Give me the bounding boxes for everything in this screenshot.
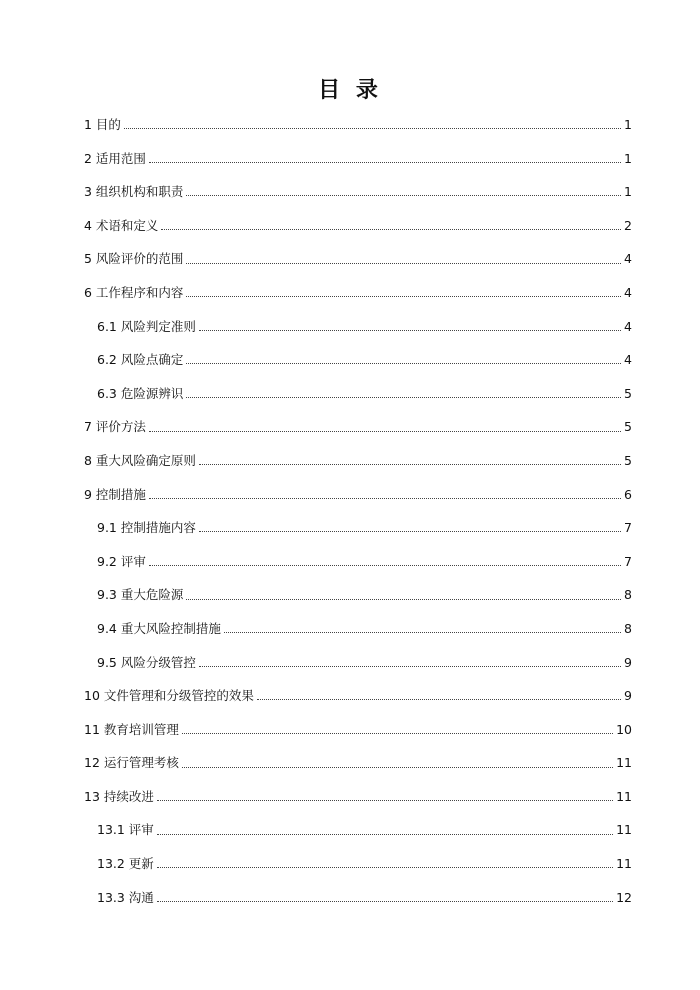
toc-list <box>84 108 632 914</box>
toc-entry-label: 13.2 更新 <box>97 856 154 872</box>
toc-entry-label: 11 教育培训管理 <box>84 721 179 737</box>
toc-entry-page: 4 <box>624 284 632 300</box>
toc-dot-leader <box>182 733 613 734</box>
toc-entry[interactable] <box>84 209 632 243</box>
toc-entry-page: 10 <box>616 721 632 737</box>
toc-entry-page: 11 <box>616 788 632 804</box>
toc-entry-label: 10 文件管理和分级管控的效果 <box>84 688 254 704</box>
toc-entry-page: 1 <box>624 117 632 132</box>
toc-entry-label: 13 持续改进 <box>84 788 154 804</box>
toc-dot-leader <box>199 666 621 667</box>
toc-dot-leader <box>157 800 613 801</box>
toc-entry-page: 4 <box>624 251 632 267</box>
toc-entry-label: 7 评价方法 <box>84 419 146 435</box>
toc-subentry[interactable] <box>84 646 632 680</box>
toc-entry-label: 6 工作程序和内容 <box>84 284 184 300</box>
toc-entry-page: 6 <box>624 486 632 502</box>
toc-subentry[interactable] <box>84 578 632 612</box>
toc-entry[interactable] <box>84 746 632 780</box>
toc-entry[interactable] <box>84 175 632 209</box>
toc-entry[interactable] <box>84 276 632 310</box>
toc-entry-page: 5 <box>624 385 632 401</box>
toc-subentry[interactable] <box>84 813 632 847</box>
toc-subentry[interactable] <box>84 545 632 579</box>
toc-entry-label: 13.1 评审 <box>97 822 154 838</box>
toc-entry-label: 9.4 重大风险控制措施 <box>97 620 221 636</box>
toc-entry-page: 4 <box>624 318 632 334</box>
toc-entry-page: 9 <box>624 654 632 670</box>
toc-entry-page: 11 <box>616 822 632 838</box>
toc-entry-label: 6.3 危险源辨识 <box>97 385 184 401</box>
toc-entry-label: 4 术语和定义 <box>84 217 159 233</box>
toc-entry-page: 1 <box>624 184 632 200</box>
toc-dot-leader <box>157 834 613 835</box>
toc-dot-leader <box>186 296 621 297</box>
toc-dot-leader <box>186 263 621 264</box>
toc-entry-label: 3 组织机构和职责 <box>84 184 184 200</box>
toc-subentry[interactable] <box>84 881 632 915</box>
toc-subentry[interactable] <box>84 343 632 377</box>
toc-dot-leader <box>199 330 621 331</box>
toc-entry-page: 2 <box>624 217 632 233</box>
toc-dot-leader <box>257 699 621 700</box>
toc-dot-leader <box>186 195 621 196</box>
toc-entry[interactable] <box>84 679 632 713</box>
toc-entry-label: 8 重大风险确定原则 <box>84 452 196 468</box>
toc-dot-leader <box>149 431 621 432</box>
toc-entry-page: 5 <box>624 452 632 468</box>
toc-entry[interactable] <box>84 713 632 747</box>
toc-entry[interactable] <box>84 242 632 276</box>
toc-entry-label: 6.1 风险判定准则 <box>97 318 196 334</box>
toc-entry-label: 9.3 重大危险源 <box>97 587 184 603</box>
toc-subentry[interactable] <box>84 511 632 545</box>
toc-entry-label: 2 适用范围 <box>84 150 146 166</box>
toc-entry-page: 8 <box>624 587 632 603</box>
toc-dot-leader <box>161 229 621 230</box>
toc-entry-label: 9 控制措施 <box>84 486 146 502</box>
toc-dot-leader <box>182 767 613 768</box>
toc-subentry[interactable] <box>84 310 632 344</box>
toc-entry-page: 4 <box>624 352 632 368</box>
toc-title: 目 录 <box>318 78 382 103</box>
toc-dot-leader <box>199 464 621 465</box>
toc-entry[interactable] <box>84 108 632 142</box>
toc-subentry[interactable] <box>84 612 632 646</box>
toc-entry[interactable] <box>84 444 632 478</box>
toc-dot-leader <box>186 363 621 364</box>
toc-dot-leader <box>224 632 621 633</box>
toc-dot-leader <box>157 867 613 868</box>
toc-subentry[interactable] <box>84 377 632 411</box>
toc-entry-label: 9.2 评审 <box>97 553 146 569</box>
toc-entry-page: 11 <box>616 856 632 872</box>
toc-entry-label: 5 风险评价的范围 <box>84 251 184 267</box>
toc-subentry[interactable] <box>84 847 632 881</box>
toc-dot-leader <box>149 498 621 499</box>
toc-entry-label: 13.3 沟通 <box>97 889 154 905</box>
toc-entry-page: 8 <box>624 620 632 636</box>
toc-dot-leader <box>149 162 621 163</box>
toc-dot-leader <box>124 128 621 129</box>
toc-dot-leader <box>149 565 621 566</box>
toc-entry[interactable] <box>84 780 632 814</box>
toc-dot-leader <box>157 901 613 902</box>
toc-entry-page: 7 <box>624 520 632 536</box>
toc-entry-page: 9 <box>624 688 632 704</box>
toc-entry-page: 5 <box>624 419 632 435</box>
toc-entry-page: 11 <box>616 755 632 771</box>
toc-entry-label: 12 运行管理考核 <box>84 755 179 771</box>
toc-dot-leader <box>186 397 621 398</box>
toc-entry-label: 1 目的 <box>84 117 121 132</box>
toc-dot-leader <box>186 599 621 600</box>
toc-entry[interactable] <box>84 478 632 512</box>
toc-dot-leader <box>199 531 621 532</box>
toc-entry-label: 6.2 风险点确定 <box>97 352 184 368</box>
toc-entry-label: 9.5 风险分级管控 <box>97 654 196 670</box>
toc-entry-page: 7 <box>624 553 632 569</box>
toc-entry[interactable] <box>84 410 632 444</box>
toc-entry[interactable] <box>84 142 632 176</box>
toc-entry-label: 9.1 控制措施内容 <box>97 520 196 536</box>
toc-entry-page: 12 <box>616 889 632 905</box>
toc-entry-page: 1 <box>624 150 632 166</box>
